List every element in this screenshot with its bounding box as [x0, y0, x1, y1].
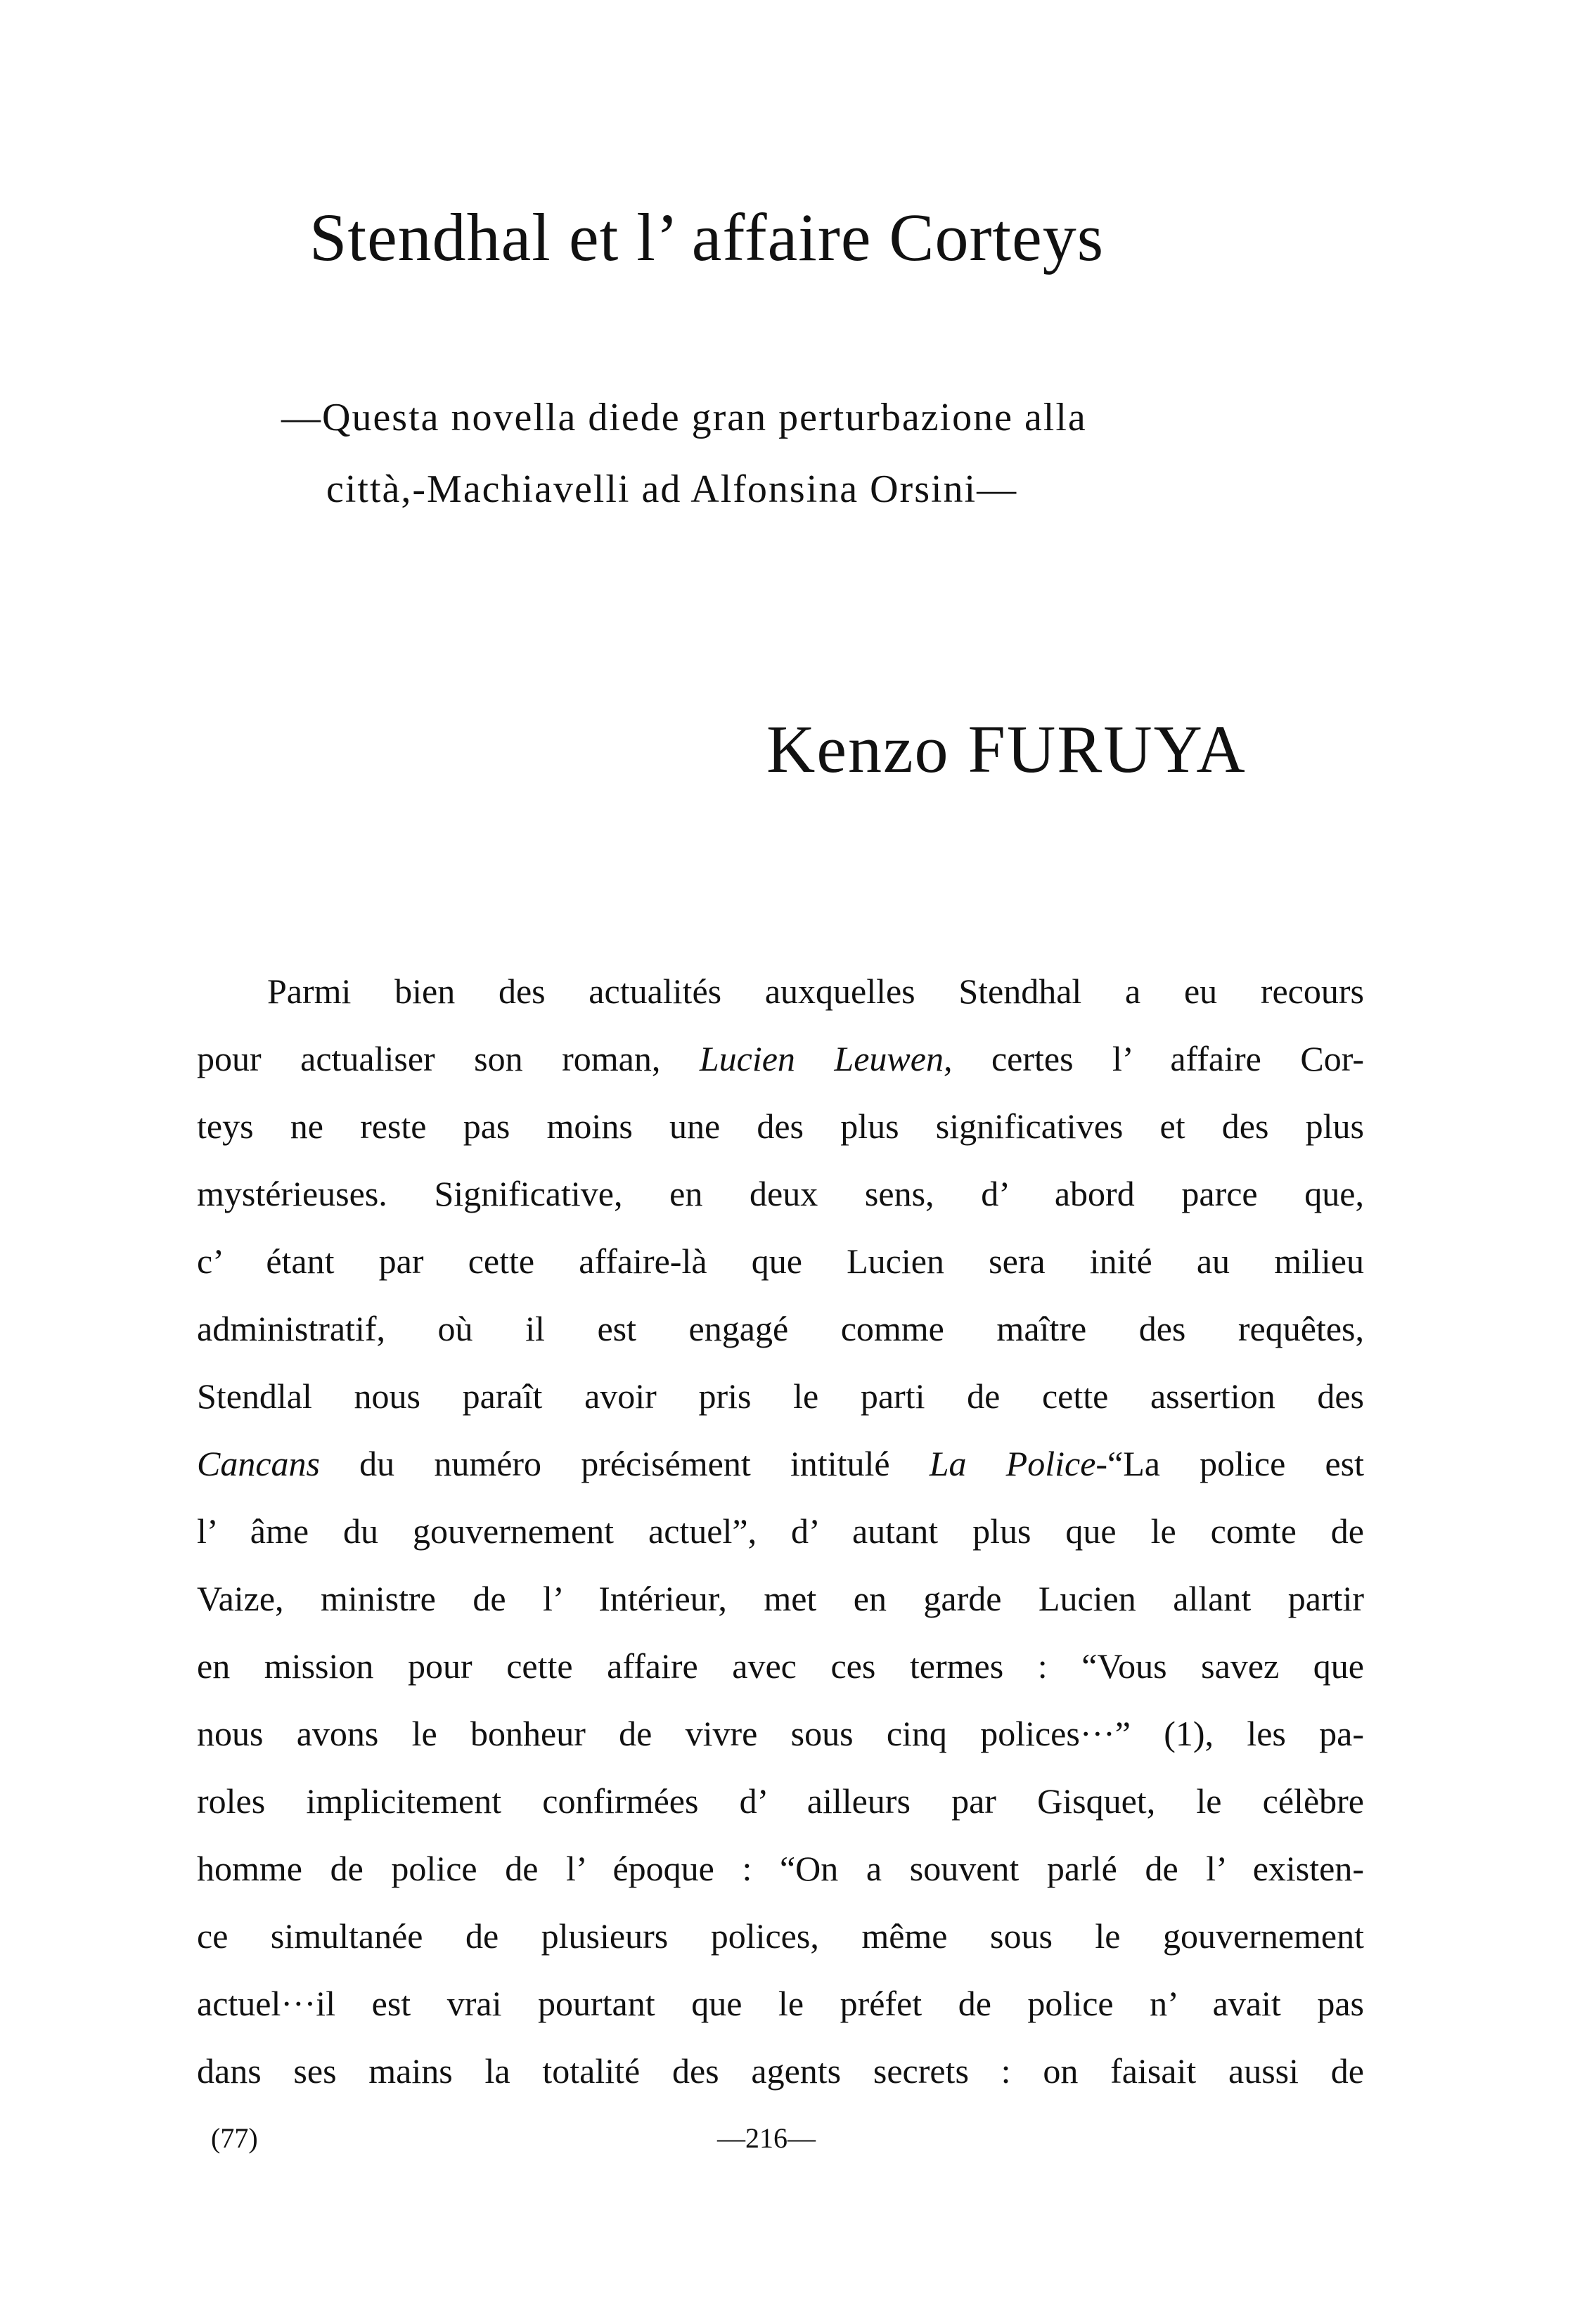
body-line-9: l’ âme du gouvernement actuel”, d’ autant plus que le comte de: [197, 1511, 1364, 1551]
epigraph-line-1: —Questa novella diede gran perturbazione alla: [281, 396, 1087, 439]
body-line-6: administratif, où il est engagé comme maître des requêtes,: [197, 1309, 1364, 1348]
issue-title-la-police: La Police-: [929, 1444, 1108, 1483]
author-name: Kenzo FURUYA: [766, 711, 1247, 787]
body-line-3: teys ne reste pas moins une des plus significatives et des plus: [197, 1106, 1364, 1146]
epigraph-line-2: città,-Machiavelli ad Alfonsina Orsini—: [326, 467, 1018, 511]
body-line-8: [197, 1442, 1364, 1485]
journal-title-cancans: Cancans: [197, 1444, 320, 1483]
body-line-16: actuel···il est vrai pourtant que le préfet de police n’ avait pas: [197, 1984, 1364, 2023]
body-line-11: en mission pour cette affaire avec ces termes : “Vous savez que: [197, 1646, 1364, 1686]
footer-bracket-number: (77): [211, 2122, 258, 2154]
body-line-1: Parmi bien des actualités auxquelles Stendhal a eu recours: [267, 971, 1364, 1011]
body-line-14: homme de police de l’ époque : “On a souvent parlé de l’ existen-: [197, 1849, 1364, 1888]
body-line-2-b: certes l’ affaire Cor-: [952, 1039, 1364, 1078]
body-line-5: c’ étant par cette affaire-là que Lucien sera inité au milieu: [197, 1241, 1364, 1281]
body-line-10: Vaize, ministre de l’ Intérieur, met en garde Lucien allant partir: [197, 1579, 1364, 1618]
article-title: Stendhal et l’ affaire Corteys: [309, 200, 1105, 275]
page-number: —216—: [717, 2122, 816, 2154]
body-line-8-a: du numéro précisément intitulé: [320, 1444, 930, 1483]
body-line-2: [197, 1038, 1364, 1080]
body-line-4: mystérieuses. Significative, en deux sens, d’ abord parce que,: [197, 1174, 1364, 1213]
novel-title-lucien-leuwen: Lucien Leuwen,: [699, 1039, 953, 1078]
body-line-2-a: pour actualiser son roman,: [197, 1039, 700, 1078]
body-line-8-b: “La police est: [1107, 1444, 1364, 1483]
body-line-12: nous avons le bonheur de vivre sous cinq polices···” (1), les pa-: [197, 1714, 1364, 1753]
body-line-15: ce simultanée de plusieurs polices, même sous le gouvernement: [197, 1916, 1364, 1956]
body-line-17: dans ses mains la totalité des agents secrets : on faisait aussi de: [197, 2051, 1364, 2091]
body-line-7: Stendlal nous paraît avoir pris le parti de cette assertion des: [197, 1376, 1364, 1416]
body-line-13: roles implicitement confirmées d’ ailleurs par Gisquet, le célèbre: [197, 1781, 1364, 1821]
